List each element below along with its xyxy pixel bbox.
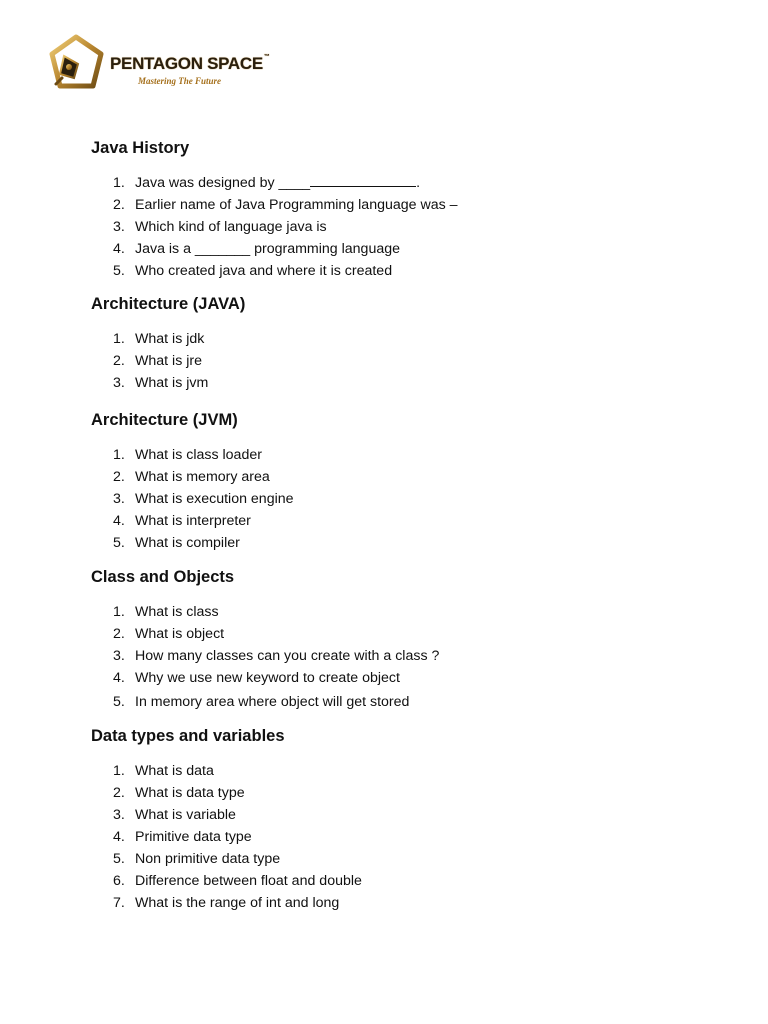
item-text: What is jvm (135, 375, 209, 391)
section-heading: Java History (91, 139, 190, 157)
trademark-mark: ™ (263, 54, 270, 60)
item-text: What is execution engine (135, 491, 294, 507)
item-number: 4. (113, 829, 125, 845)
brand-name: PENTAGON SPACE™ (110, 54, 270, 73)
list-item (91, 194, 691, 216)
item-text: Java is a _______ programming language (135, 241, 401, 257)
pentagon-pen-logo-icon (48, 34, 106, 94)
item-number: 3. (113, 491, 125, 507)
item-number: 1. (113, 447, 125, 463)
item-text: What is interpreter (135, 513, 251, 529)
brand-tagline: Mastering The Future (138, 76, 222, 86)
list-item (91, 826, 691, 848)
section-class-and-objects (91, 567, 691, 713)
section-java-history (91, 138, 691, 282)
section-heading: Architecture (JVM) (91, 411, 238, 429)
item-number: 5. (113, 851, 125, 867)
item-text: Primitive data type (135, 829, 252, 845)
item-text: What is the range of int and long (135, 895, 340, 911)
item-number: 4. (113, 241, 125, 257)
item-number: 5. (113, 263, 125, 279)
list-item (91, 532, 691, 554)
list-item (91, 848, 691, 870)
item-number: 4. (113, 670, 125, 686)
list-item (91, 760, 691, 782)
item-text: Non primitive data type (135, 851, 281, 867)
list-item (91, 238, 691, 260)
item-number: 3. (113, 648, 125, 664)
item-text: Why we use new keyword to create object (135, 670, 400, 686)
list-item (91, 444, 691, 466)
list-item (91, 870, 691, 892)
item-text: How many classes can you create with a class ? (135, 648, 440, 664)
list-item (91, 488, 691, 510)
section-heading: Data types and variables (91, 727, 285, 745)
list-item (91, 804, 691, 826)
list-item (91, 172, 691, 194)
question-list (91, 601, 691, 713)
section-architecture-jvm (91, 410, 691, 554)
item-text: What is object (135, 626, 225, 642)
item-number: 1. (113, 604, 125, 620)
item-text: What is data type (135, 785, 245, 801)
item-text: Which kind of language java is (135, 219, 327, 235)
item-text: What is jdk (135, 331, 205, 347)
item-number: 2. (113, 469, 125, 485)
list-item (91, 372, 691, 394)
section-architecture-java (91, 294, 691, 394)
item-text: What is jre (135, 353, 203, 369)
item-number: 2. (113, 197, 125, 213)
list-item (91, 601, 691, 623)
question-list (91, 172, 691, 282)
item-text: Java was designed by ____ . (135, 172, 420, 194)
item-number: 5. (113, 694, 125, 710)
list-item (91, 216, 691, 238)
list-item (91, 645, 691, 667)
list-item (91, 510, 691, 532)
list-item (91, 350, 691, 372)
item-text: What is variable (135, 807, 236, 823)
list-item (91, 691, 691, 713)
list-item (91, 782, 691, 804)
item-text: What is data (135, 763, 214, 779)
item-number: 3. (113, 375, 125, 391)
section-data-types-and-variables (91, 726, 691, 914)
item-text: Difference between float and double (135, 873, 362, 889)
item-text: What is class loader (135, 447, 262, 463)
section-heading: Architecture (JAVA) (91, 295, 246, 313)
list-item (91, 260, 691, 282)
item-text: What is class (135, 604, 219, 620)
item-number: 3. (113, 807, 125, 823)
item-number: 2. (113, 785, 125, 801)
list-item (91, 328, 691, 350)
item-text: Earlier name of Java Programming language was – (135, 197, 458, 213)
item-number: 1. (113, 175, 125, 191)
section-heading: Class and Objects (91, 568, 235, 586)
list-item (91, 623, 691, 645)
item-number: 7. (113, 895, 125, 911)
item-number: 5. (113, 535, 125, 551)
item-number: 1. (113, 331, 125, 347)
list-item (91, 466, 691, 488)
item-number: 2. (113, 626, 125, 642)
fill-in-blank (310, 172, 416, 187)
list-item (91, 892, 691, 914)
item-number: 3. (113, 219, 125, 235)
question-list (91, 760, 691, 914)
item-text: What is compiler (135, 535, 240, 551)
item-text: In memory area where object will get stored (135, 694, 410, 710)
item-text: What is memory area (135, 469, 270, 485)
question-list (91, 444, 691, 554)
question-list (91, 328, 691, 394)
item-number: 6. (113, 873, 125, 889)
item-number: 4. (113, 513, 125, 529)
item-text: Who created java and where it is created (135, 263, 393, 279)
item-number: 1. (113, 763, 125, 779)
item-number: 2. (113, 353, 125, 369)
list-item (91, 667, 691, 689)
brand-logo (48, 34, 288, 96)
